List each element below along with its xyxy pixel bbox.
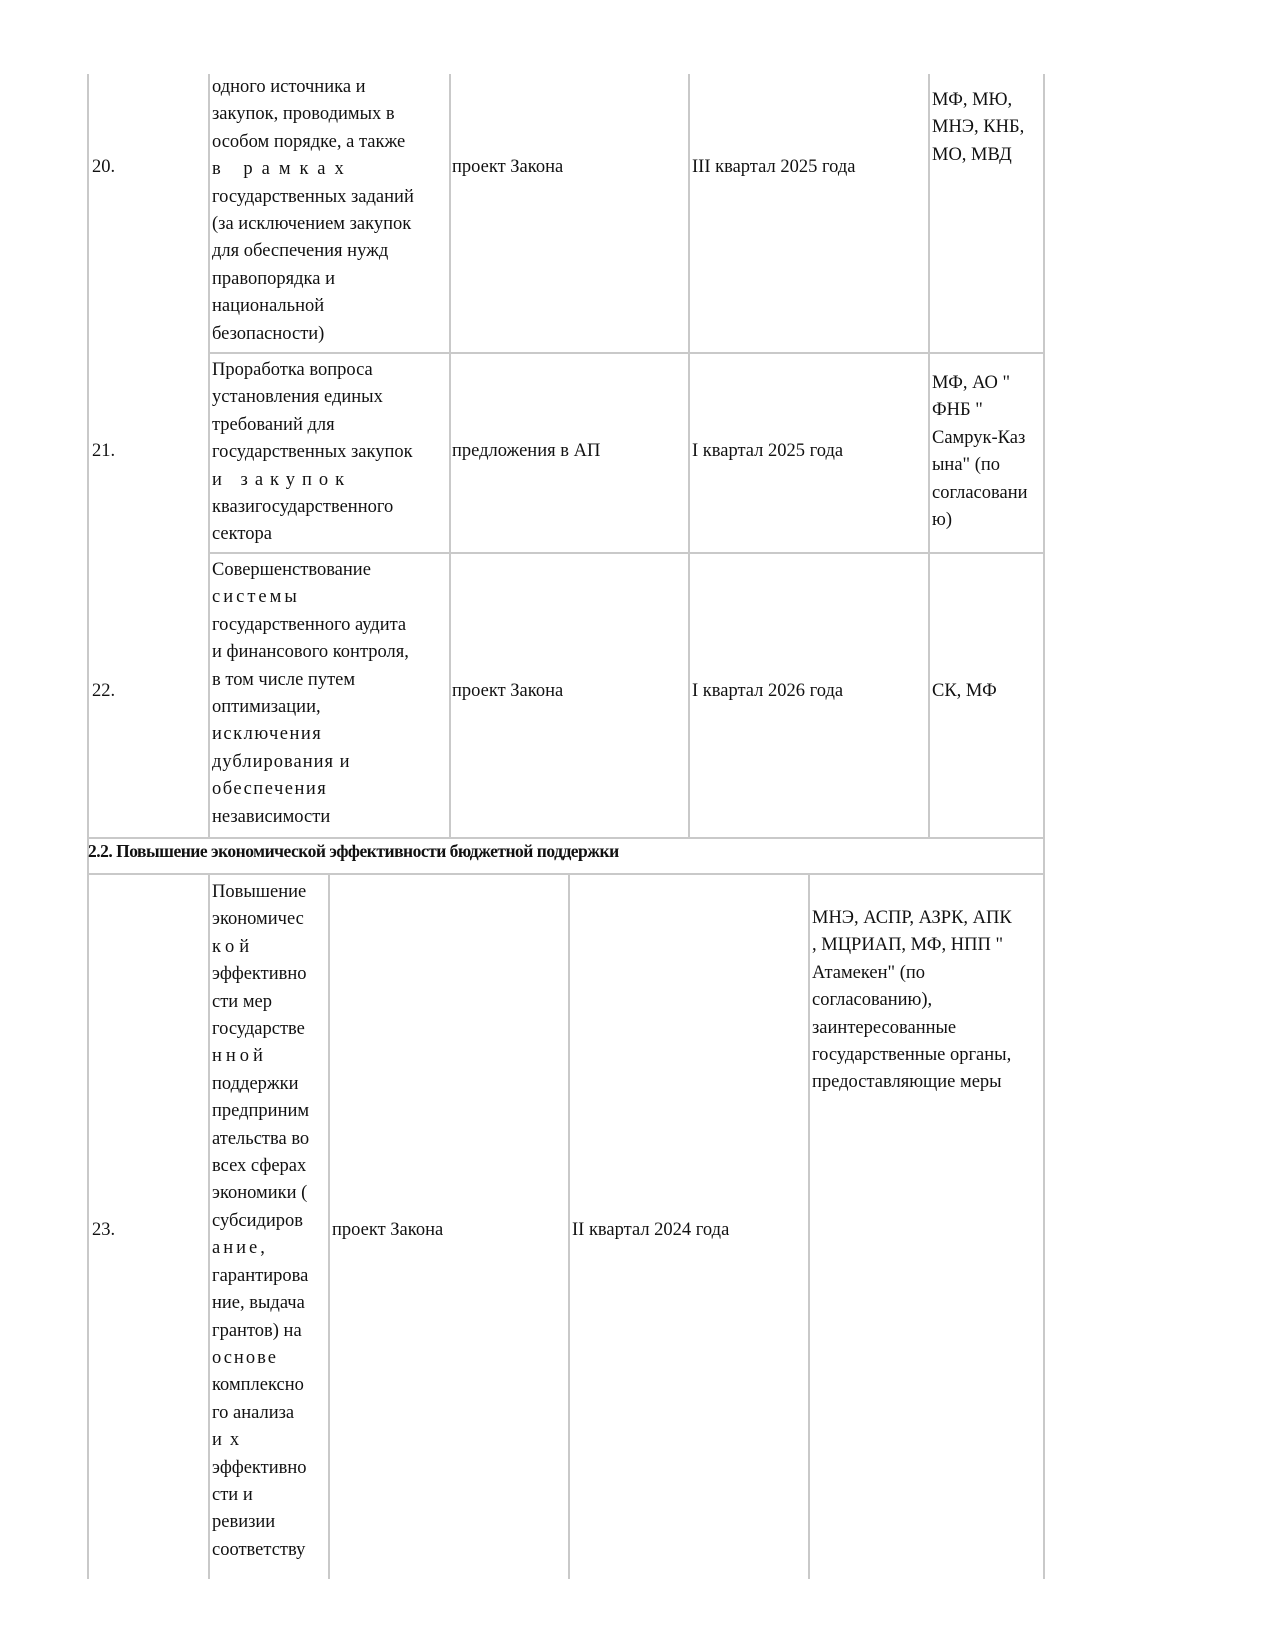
description-line: государстве: [212, 1019, 305, 1040]
description-line: особом порядке, а также: [212, 131, 406, 152]
description-line: одного источника и: [212, 77, 366, 97]
description-line: ание,: [212, 1238, 268, 1259]
grid-line: [1043, 74, 1045, 1579]
description-line: оптимизации,: [212, 697, 321, 718]
description-line: гарантирова: [212, 1265, 309, 1286]
grid-line: [208, 552, 1045, 554]
description-line: в том числе путем: [212, 669, 356, 690]
description-line: их: [212, 1430, 248, 1451]
responsible-line: государственные органы,: [812, 1045, 1012, 1066]
description-line: ние, выдача: [212, 1293, 305, 1314]
row-deadline: I квартал 2025 года: [692, 441, 844, 461]
description-line: и закупок: [212, 469, 352, 490]
description-line: национальной: [212, 296, 325, 317]
row-deadline: II квартал 2024 года: [572, 1220, 730, 1240]
row-form: проект Закона: [452, 681, 564, 701]
row-deadline: III квартал 2025 года: [692, 157, 856, 177]
responsible-line: ФНБ ": [932, 400, 983, 421]
responsible-line: , МЦРИАП, МФ, НПП ": [812, 935, 1004, 956]
responsible-line: ына" (по: [932, 455, 1001, 476]
description-line: комплексно: [212, 1375, 304, 1396]
description-line: эффективно: [212, 964, 307, 985]
grid-line: [808, 874, 810, 1579]
responsible-line: МО, МВД: [932, 144, 1012, 165]
row-number: 20.: [92, 157, 116, 177]
grid-line: [928, 74, 930, 838]
row-number: 23.: [92, 1220, 116, 1240]
description-line: независимости: [212, 806, 331, 827]
description-line: Совершенствование: [212, 560, 371, 580]
grid-line: [88, 873, 1045, 875]
description-line: поддержки: [212, 1073, 299, 1094]
description-line: сектора: [212, 524, 272, 545]
responsible-line: МФ, МЮ,: [932, 90, 1013, 110]
row-form: проект Закона: [452, 157, 564, 177]
plan-table: [88, 74, 1045, 1579]
grid-line: [328, 874, 330, 1579]
section-title: 2.2. Повышение экономической эффективности бюджетной поддержки: [88, 841, 619, 861]
row-number: 22.: [92, 681, 116, 701]
row-description: [212, 357, 447, 549]
grid-line: [688, 74, 690, 838]
description-line: грантов) на: [212, 1320, 302, 1341]
row-responsible: [812, 905, 1042, 1097]
responsible-line: согласованию),: [812, 990, 933, 1011]
description-line: Повышение: [212, 882, 307, 902]
description-line: требований для: [212, 414, 335, 435]
grid-line: [208, 74, 210, 838]
responsible-line: Атамекен" (по: [812, 962, 926, 983]
grid-line: [568, 874, 570, 1579]
description-line: субсидиров: [212, 1210, 304, 1231]
description-line: го анализа: [212, 1402, 295, 1423]
grid-line: [88, 837, 1045, 839]
responsible-line: МНЭ, АСПР, АЗРК, АПК: [812, 908, 1012, 928]
description-line: квазигосударственного: [212, 497, 394, 518]
responsible-line: МФ, АО ": [932, 373, 1011, 393]
row-form: проект Закона: [332, 1220, 444, 1240]
description-line: Проработка вопроса: [212, 360, 373, 380]
description-line: безопасности): [212, 323, 325, 344]
description-line: сти мер: [212, 991, 272, 1012]
description-line: всех сферах: [212, 1156, 307, 1177]
description-line: правопорядка и: [212, 268, 335, 289]
responsible-line: предоставляющие меры: [812, 1072, 1002, 1093]
grid-line: [87, 74, 89, 1579]
description-line: государственного аудита: [212, 614, 407, 635]
row-description: [212, 557, 447, 831]
description-line: и финансового контроля,: [212, 642, 409, 663]
description-line: в рамках: [212, 159, 353, 180]
description-line: соответству: [212, 1539, 306, 1560]
responsible-line: Самрук-Каз: [932, 427, 1026, 448]
responsible-line: согласовани: [932, 482, 1028, 503]
description-line: нной: [212, 1046, 267, 1067]
description-line: ательства во: [212, 1128, 310, 1149]
description-line: сти и: [212, 1484, 253, 1505]
row-responsible: [932, 370, 1040, 534]
row-description: [212, 879, 326, 1564]
responsible-line: МНЭ, КНБ,: [932, 117, 1025, 138]
description-line: ревизии: [212, 1512, 276, 1533]
description-line: экономичес: [212, 909, 304, 930]
description-line: предприним: [212, 1101, 310, 1122]
description-line: системы: [212, 587, 300, 608]
description-line: (за исключением закупок: [212, 214, 412, 235]
grid-line: [449, 74, 451, 838]
description-line: закупок, проводимых в: [212, 104, 395, 125]
row-responsible: [932, 87, 1040, 169]
description-line: экономики (: [212, 1183, 308, 1204]
row-deadline: I квартал 2026 года: [692, 681, 844, 701]
description-line: государственных закупок: [212, 442, 413, 463]
responsible-line: ю): [932, 510, 952, 531]
description-line: эффективно: [212, 1457, 307, 1478]
grid-line: [208, 352, 1045, 354]
description-line: основе: [212, 1347, 278, 1368]
description-line: исключения: [212, 724, 323, 745]
row-form: предложения в АП: [452, 441, 601, 461]
description-line: кой: [212, 936, 255, 957]
responsible-line: заинтересованные: [812, 1017, 957, 1038]
description-line: обеспечения: [212, 779, 328, 800]
row-description: [212, 74, 447, 348]
description-line: установления единых: [212, 387, 383, 408]
description-line: государственных заданий: [212, 186, 414, 207]
row-responsible: СК, МФ: [932, 681, 997, 701]
row-number: 21.: [92, 441, 116, 461]
description-line: дублирования и: [212, 751, 351, 772]
description-line: для обеспечения нужд: [212, 241, 389, 262]
grid-line: [208, 874, 210, 1579]
